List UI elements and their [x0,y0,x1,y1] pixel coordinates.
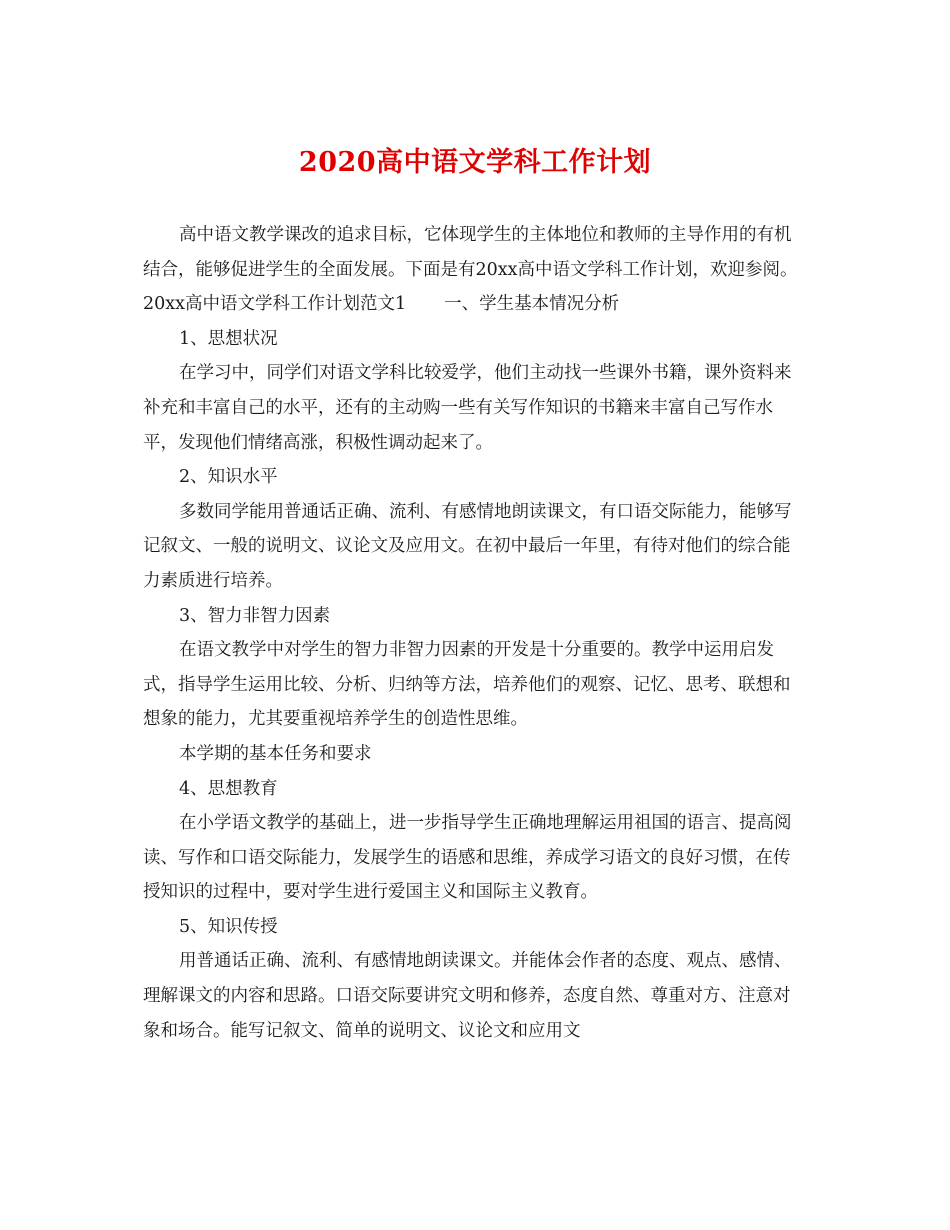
document-title: 2020高中语文学科工作计划 [298,147,652,178]
paragraph-knowledge-level: 多数同学能用普通话正确、流利、有感情地朗读课文，有口语交际能力，能够写记叙文、一般的说明文、议论文及应用文。在初中最后一年里，有待对他们的综合能力素质进行培养。 [143,501,792,591]
section-heading-line [143,287,805,322]
subheading-tasks: 本学期的基本任务和要求 [179,743,372,764]
paragraph-knowledge-teaching: 用普通话正确、流利、有感情地朗读课文。并能体会作者的态度、观点、感情、理解课文的内容和思路。口语交际要讲究文明和修养，态度自然、尊重对方、注意对象和场合。能写记叙文、简单的说明文、议论文和应用文 [143,951,792,1041]
paragraph-intelligence: 在语文教学中对学生的智力非智力因素的开发是十分重要的。教学中运用启发式，指导学生运用比较、分析、归纳等方法，培养他们的观察、记忆、思考、联想和想象的能力，尤其要重视培养学生的创造性思维。 [143,640,791,730]
subheading-thought: 1、思想状况 [179,328,278,349]
student-analysis-heading: 一、学生基本情况分析 [444,294,620,315]
subheading-knowledge-teaching: 5、知识传授 [179,916,278,937]
plan-heading: 20xx高中语文学科工作计划范文1 [143,294,407,315]
subheading-moral-education: 4、思想教育 [179,778,278,799]
subheading-intelligence: 3、智力非智力因素 [179,605,331,626]
paragraph-moral-education: 在小学语文教学的基础上，进一步指导学生正确地理解运用祖国的语言、提高阅读、写作和口语交际能力，发展学生的语感和思维，养成学习语文的良好习惯，在传授知识的过程中，要对学生进行爱国主义和国际主义教育。 [143,813,792,903]
intro-paragraph: 高中语文教学课改的追求目标，它体现学生的主体地位和教师的主导作用的有机结合，能够促进学生的全面发展。下面是有20xx高中语文学科工作计划，欢迎参阅。 [143,225,798,280]
document-body [143,218,805,1048]
subheading-knowledge-level: 2、知识水平 [179,467,278,488]
paragraph-thought: 在学习中，同学们对语文学科比较爱学，他们主动找一些课外书籍，课外资料来补充和丰富自己的水平，还有的主动购一些有关写作知识的书籍来丰富自己写作水平，发现他们情绪高涨，积极性调动起来了。 [143,363,792,453]
